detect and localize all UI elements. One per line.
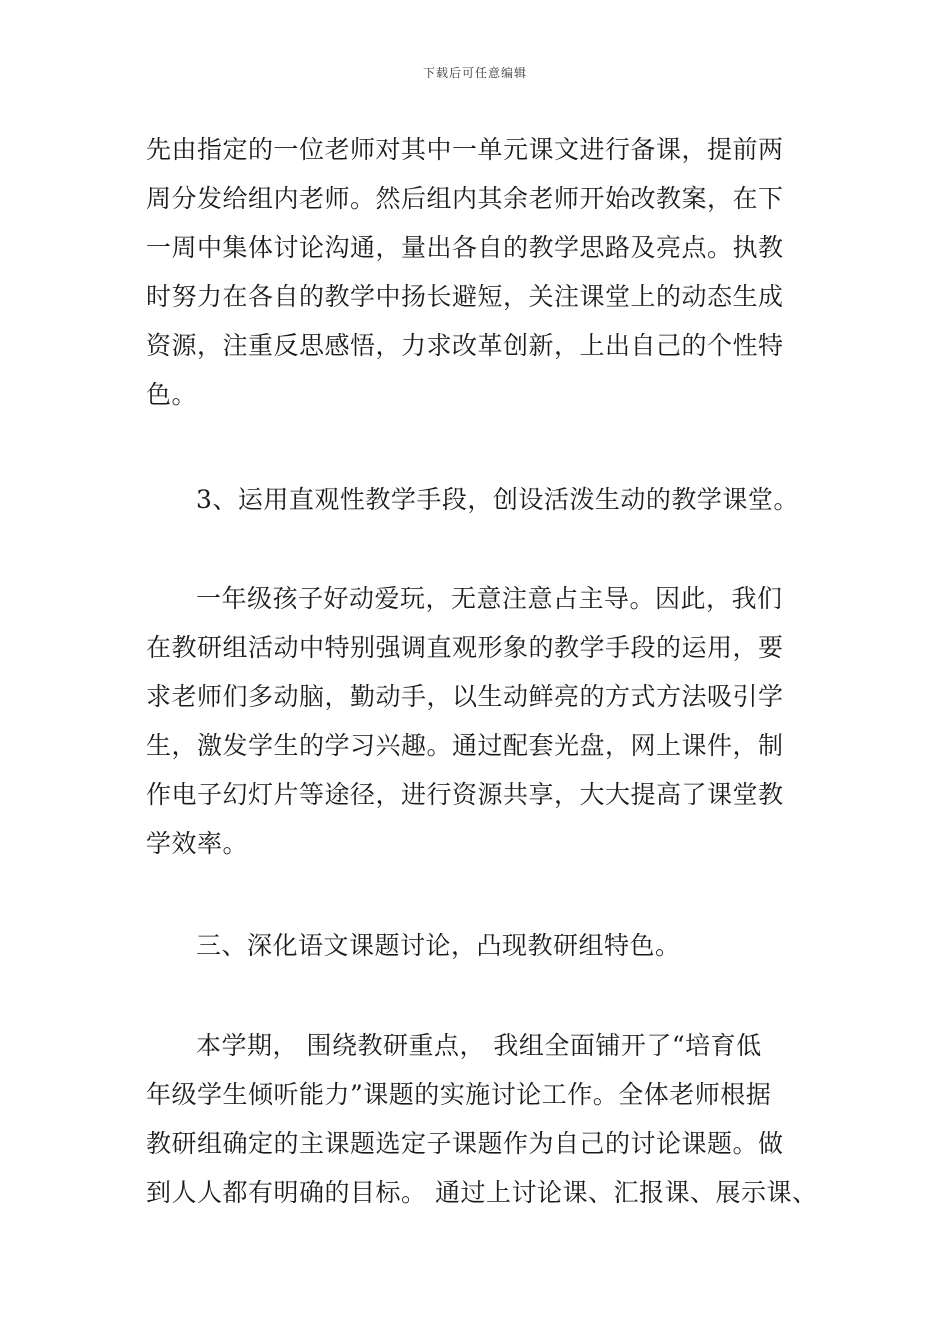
- section-heading-3: 3、运用直观性教学手段，创设活泼生动的教学课堂。: [196, 485, 799, 514]
- paragraph-visual-teaching: [146, 574, 806, 868]
- paragraph-teaching-prep: [146, 125, 806, 419]
- page-header: 下载后可任意编辑: [422, 66, 527, 80]
- paragraph-line: 一周中集体讨论沟通，量出各自的教学思路及亮点。执教: [146, 233, 784, 262]
- paragraph-line: 色。: [146, 380, 198, 409]
- paragraph-line: 在教研组活动中特别强调直观形象的教学手段的运用，要: [146, 633, 784, 662]
- paragraph-research-topic: [146, 1021, 818, 1217]
- paragraph-line: 本学期， 围绕教研重点， 我组全面铺开了“培育低: [196, 1031, 762, 1060]
- section-heading-three: 三、深化语文课题讨论，凸现教研组特色。: [196, 931, 681, 960]
- paragraph-line: 先由指定的一位老师对其中一单元课文进行备课，提前两: [146, 135, 784, 164]
- paragraph-line: 年级学生倾听能力”课题的实施讨论工作。全体老师根据: [146, 1080, 772, 1109]
- paragraph-line: 时努力在各自的教学中扬长避短，关注课堂上的动态生成: [146, 282, 784, 311]
- paragraph-line: 生，激发学生的学习兴趣。通过配套光盘，网上课件，制: [146, 731, 784, 760]
- paragraph-line: 一年级孩子好动爱玩，无意注意占主导。因此，我们: [196, 584, 783, 613]
- paragraph-line: 资源，注重反思感悟，力求改革创新，上出自己的个性特: [146, 331, 784, 360]
- paragraph-line: 求老师们多动脑，勤动手，以生动鲜亮的方式方法吸引学: [146, 682, 784, 711]
- paragraph-line: 教研组确定的主课题选定子课题作为自己的讨论课题。做: [146, 1129, 784, 1158]
- paragraph-line: 到人人都有明确的目标。 通过上讨论课、汇报课、展示课、: [146, 1178, 818, 1207]
- paragraph-line: 学效率。: [146, 829, 249, 858]
- paragraph-line: 周分发给组内老师。然后组内其余老师开始改教案，在下: [146, 184, 784, 213]
- paragraph-line: 作电子幻灯片等途径，进行资源共享，大大提高了课堂教: [146, 780, 784, 809]
